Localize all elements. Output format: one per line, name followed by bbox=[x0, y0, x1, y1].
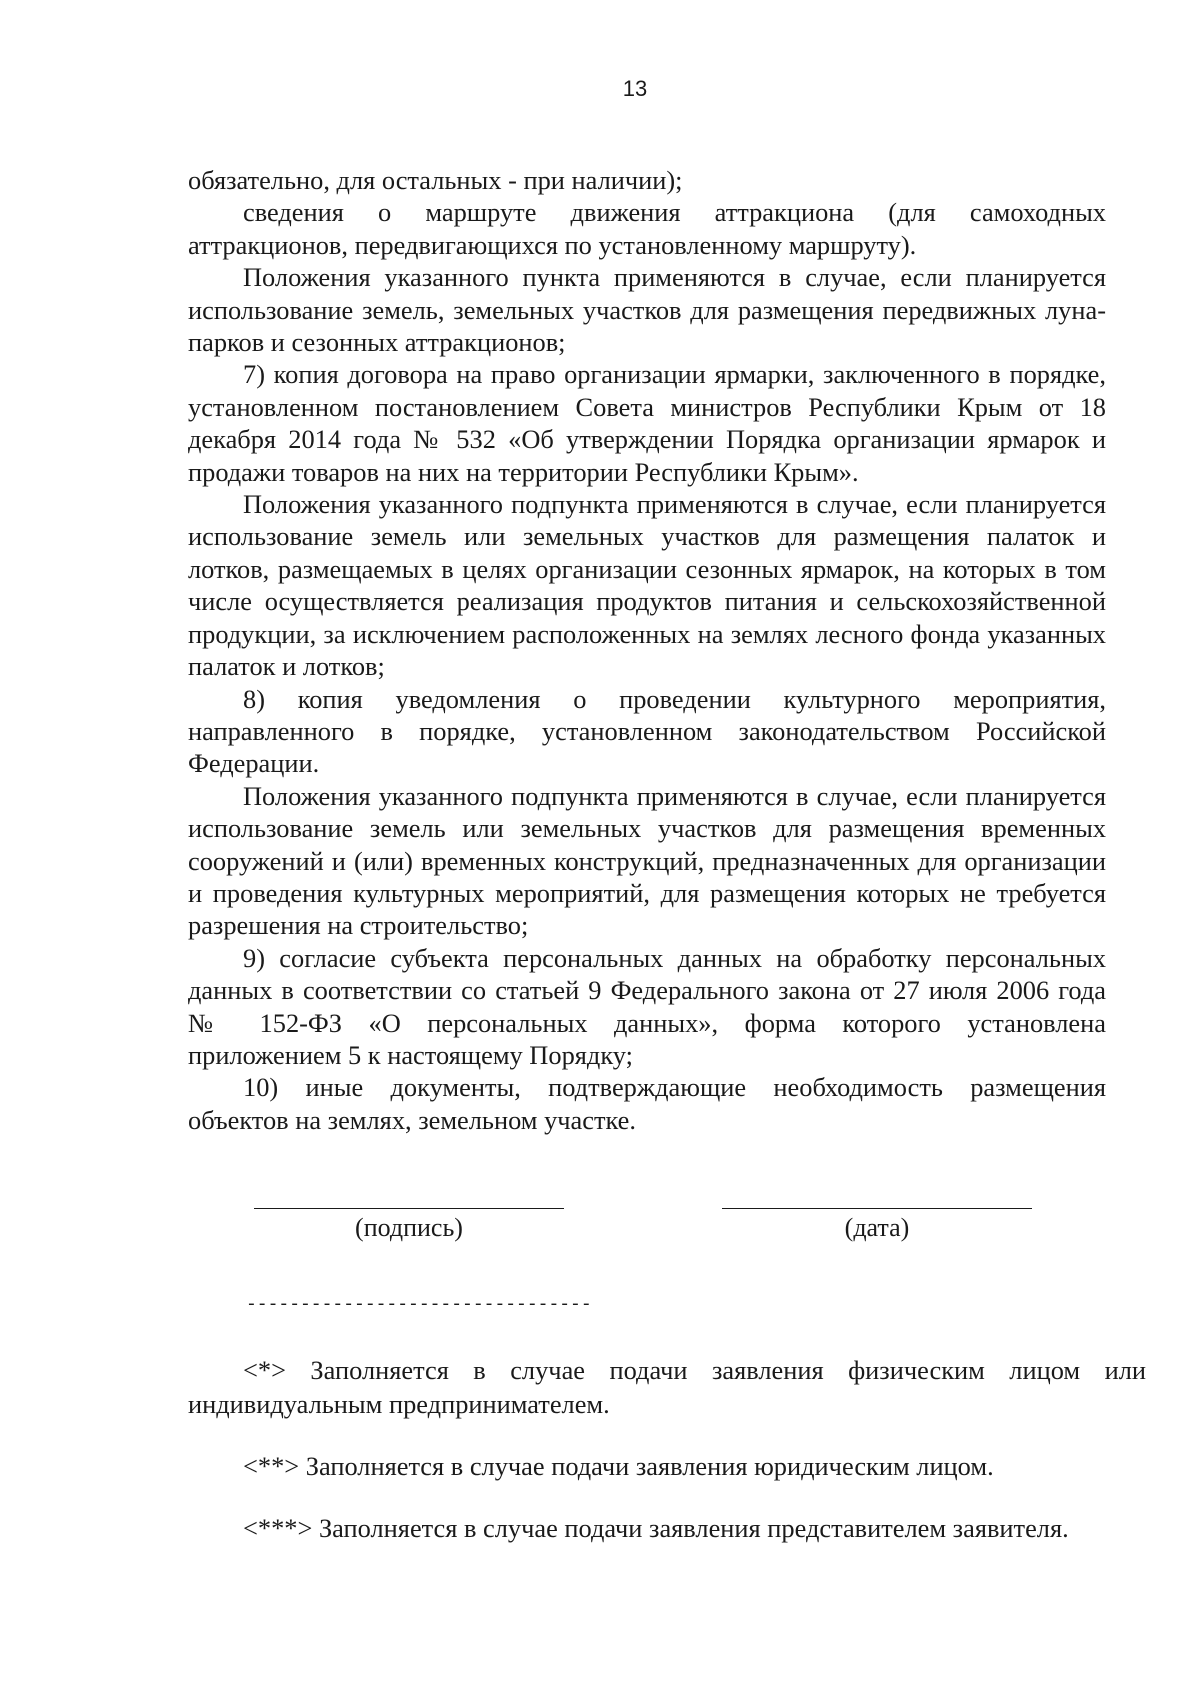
paragraph-provisions-fairs: Положения указанного подпункта применяются в случае, если планируется использование земель или земельных участков для размещения палаток и лотков, размещаемых в целях организации сезонных ярмарок, на которых в том числе осуществляется реализация продуктов питания и сельскохозяйственной продукции, за исключением расположенных на землях лесного фонда указанных палаток и лотков; bbox=[188, 489, 1106, 682]
paragraph-provisions-attractions: Положения указанного пункта применяются в случае, если планируется использование земель, земельных участков для размещения передвижных луна-парков и сезонных аттракционов; bbox=[188, 262, 1106, 358]
date-field bbox=[722, 1208, 1032, 1243]
paragraph-continuation: обязательно, для остальных - при наличии); bbox=[188, 165, 683, 195]
footnote-individual: <*> Заполняется в случае подачи заявления физическим лицом или индивидуальным предпринимателем. bbox=[188, 1355, 1146, 1419]
date-line bbox=[722, 1208, 1032, 1209]
signature-line bbox=[254, 1208, 564, 1209]
signature-label: (подпись) bbox=[355, 1213, 463, 1242]
paragraph-item-9: 9) согласие субъекта персональных данных на обработку персональных данных в соответствии со статьей 9 Федерального закона от 27 июля 2006 года № 152-ФЗ «О персональных данных», форма которого установлена приложением 5 к настоящему Порядку; bbox=[188, 942, 1106, 1070]
paragraph-item-10: 10) иные документы, подтверждающие необходимость размещения объектов на землях, земельном участке. bbox=[188, 1072, 1106, 1135]
paragraph-route-info: сведения о маршруте движения аттракциона (для самоходных аттракционов, передвигающихся по установленному маршруту). bbox=[188, 197, 1106, 260]
footnote-legal-entity: <**> Заполняется в случае подачи заявления юридическим лицом. bbox=[243, 1451, 994, 1481]
footnote-separator: -------------------------------- bbox=[246, 1295, 592, 1315]
paragraph-item-8: 8) копия уведомления о проведении культурного мероприятия, направленного в порядке, установленном законодательством Российской Федерации. bbox=[188, 683, 1106, 779]
footnote-representative: <***> Заполняется в случае подачи заявления представителем заявителя. bbox=[243, 1513, 1069, 1543]
paragraph-item-7: 7) копия договора на право организации ярмарки, заключенного в порядке, установленном постановлением Совета министров Республики Крым от 18 декабря 2014 года № 532 «Об утверждении Порядка организации ярмарок и продажи товаров на них на территории Республики Крым». bbox=[188, 359, 1106, 487]
footnotes bbox=[188, 1353, 1146, 1573]
date-label: (дата) bbox=[844, 1213, 910, 1242]
document-body bbox=[188, 164, 1106, 1136]
page-number: 13 bbox=[622, 76, 648, 101]
paragraph-provisions-cultural: Положения указанного подпункта применяются в случае, если планируется использование земель или земельных участков для размещения временных сооружений и (или) временных конструкций, предназначенных для организации и проведения культурных мероприятий, для размещения которых не требуется разрешения на строительство; bbox=[188, 780, 1106, 941]
signature-field bbox=[254, 1208, 564, 1243]
